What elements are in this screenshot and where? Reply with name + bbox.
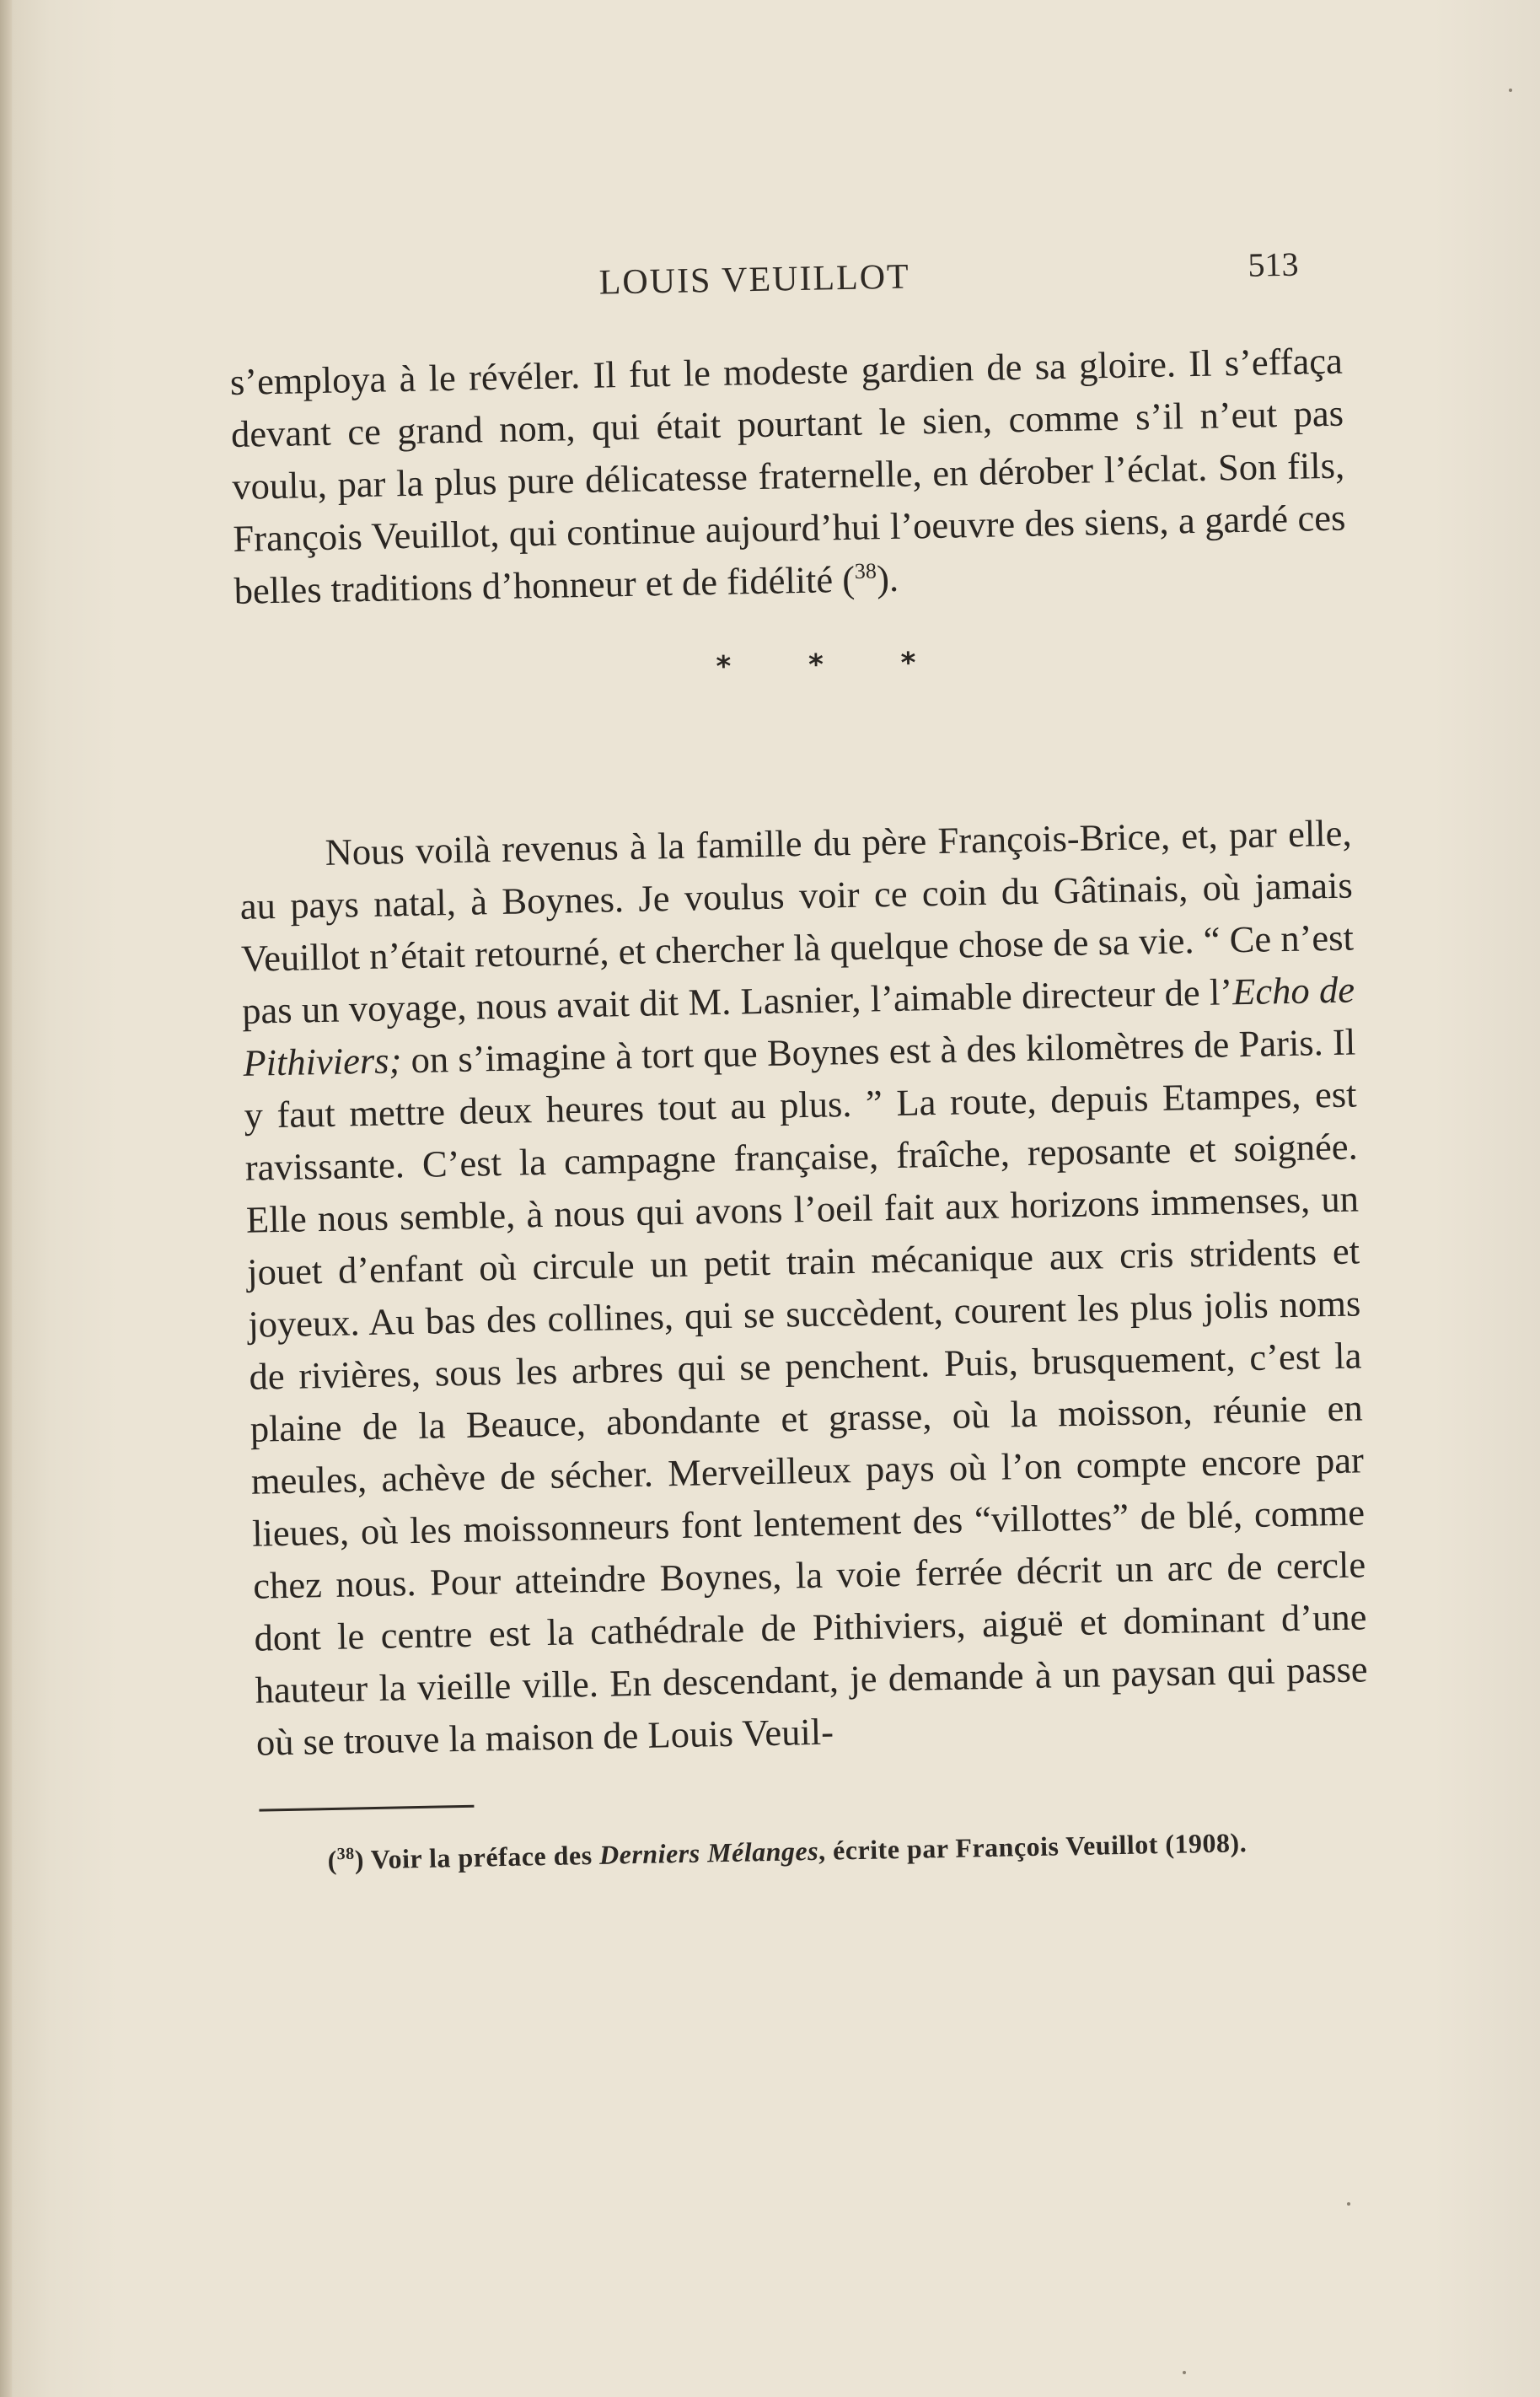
footnote-italic-title: Derniers Mélanges bbox=[598, 1835, 819, 1870]
section-break bbox=[234, 596, 1351, 828]
paragraph-text: s’employa à le révéler. Il fut le modeste gardien de sa gloire. Il s’effaça devant ce grand nom, qui était pourtant le sien, comme s’il n’eut pas voulu, par la plus pure délicatesse fraternelle, en dérober l’éclat. Son fils, François Veuillot, qui continue aujourd’hui l’oeuvre des siens, a gardé ces belles traditions d’honneur et de fidélité ( bbox=[229, 339, 1346, 612]
footnote-text: ) Voir la préface des bbox=[354, 1839, 600, 1875]
paper-speck bbox=[1347, 2202, 1350, 2206]
running-title: LOUIS VEUILLOT bbox=[598, 257, 911, 303]
binding-edge bbox=[0, 0, 12, 2397]
paragraph bbox=[229, 335, 1347, 617]
book-page bbox=[228, 232, 1371, 1910]
paper-speck bbox=[1183, 2371, 1186, 2374]
paper-speck bbox=[1509, 89, 1512, 92]
page-number: 513 bbox=[1248, 245, 1299, 284]
footnote-divider bbox=[259, 1805, 474, 1812]
paragraph-text: Nous voilà revenus à la famille du père François-Brice, et, par elle, au pays natal, à Boynes. Je voulus voir ce coin du Gâtinais, où jamais Veuillot n’était retourné, et chercher là quelque chose de sa vie. “ Ce n’est pas un voyage, nous avait dit M. Lasnier, l’aimable directeur de l’ bbox=[239, 811, 1355, 1032]
italic-title: Echo de Pithiviers; bbox=[242, 968, 1355, 1084]
footnote-number: 38 bbox=[336, 1844, 355, 1864]
footnote-reference: 38 bbox=[854, 558, 877, 583]
footnote-text-end: , écrite par François Veuillot (1908). bbox=[818, 1827, 1248, 1866]
asterism-ornament: * * * bbox=[716, 645, 950, 684]
paragraph-text-end: ). bbox=[876, 556, 899, 600]
footnote: ($^{38}$) Voir la préface des Derniers Mélanges, écrite par François Veuillot (1908). bbox=[327, 1827, 1248, 1876]
paragraph bbox=[239, 807, 1369, 1769]
paragraph-text-continued: on s’imagine à tort que Boynes est à des kilomètres de Paris. Il y faut mettre deux heures tout au plus. ” La route, depuis Etampes, est ravissante. C’est la campagne française, fraîche, reposante et soignée. Elle nous semble, à nous qui avons l’oeil fait aux horizons immenses, un jouet d’enfant où circule un petit train mécanique aux cris stridents et joyeux. Au bas des collines, qui se succèdent, courent les plus jolis noms de rivières, sous les arbres qui se penchent. Puis, brusquement, c’est la plaine de la Beauce, abondante et grasse, où la moisson, réunie en meules, achève de sécher. Merveilleux pays où l’on compte encore par lieues, où les moissonneurs font lentement des “villottes” de blé, comme chez nous. Pour atteindre Boynes, la voie ferrée décrit un arc de cercle dont le centre est la cathédrale de Pithiviers, aiguë et dominant d’une hauteur la vieille ville. En descendant, je demande à un paysan qui passe où se trouve la maison de Louis Veuil- bbox=[244, 1020, 1368, 1764]
